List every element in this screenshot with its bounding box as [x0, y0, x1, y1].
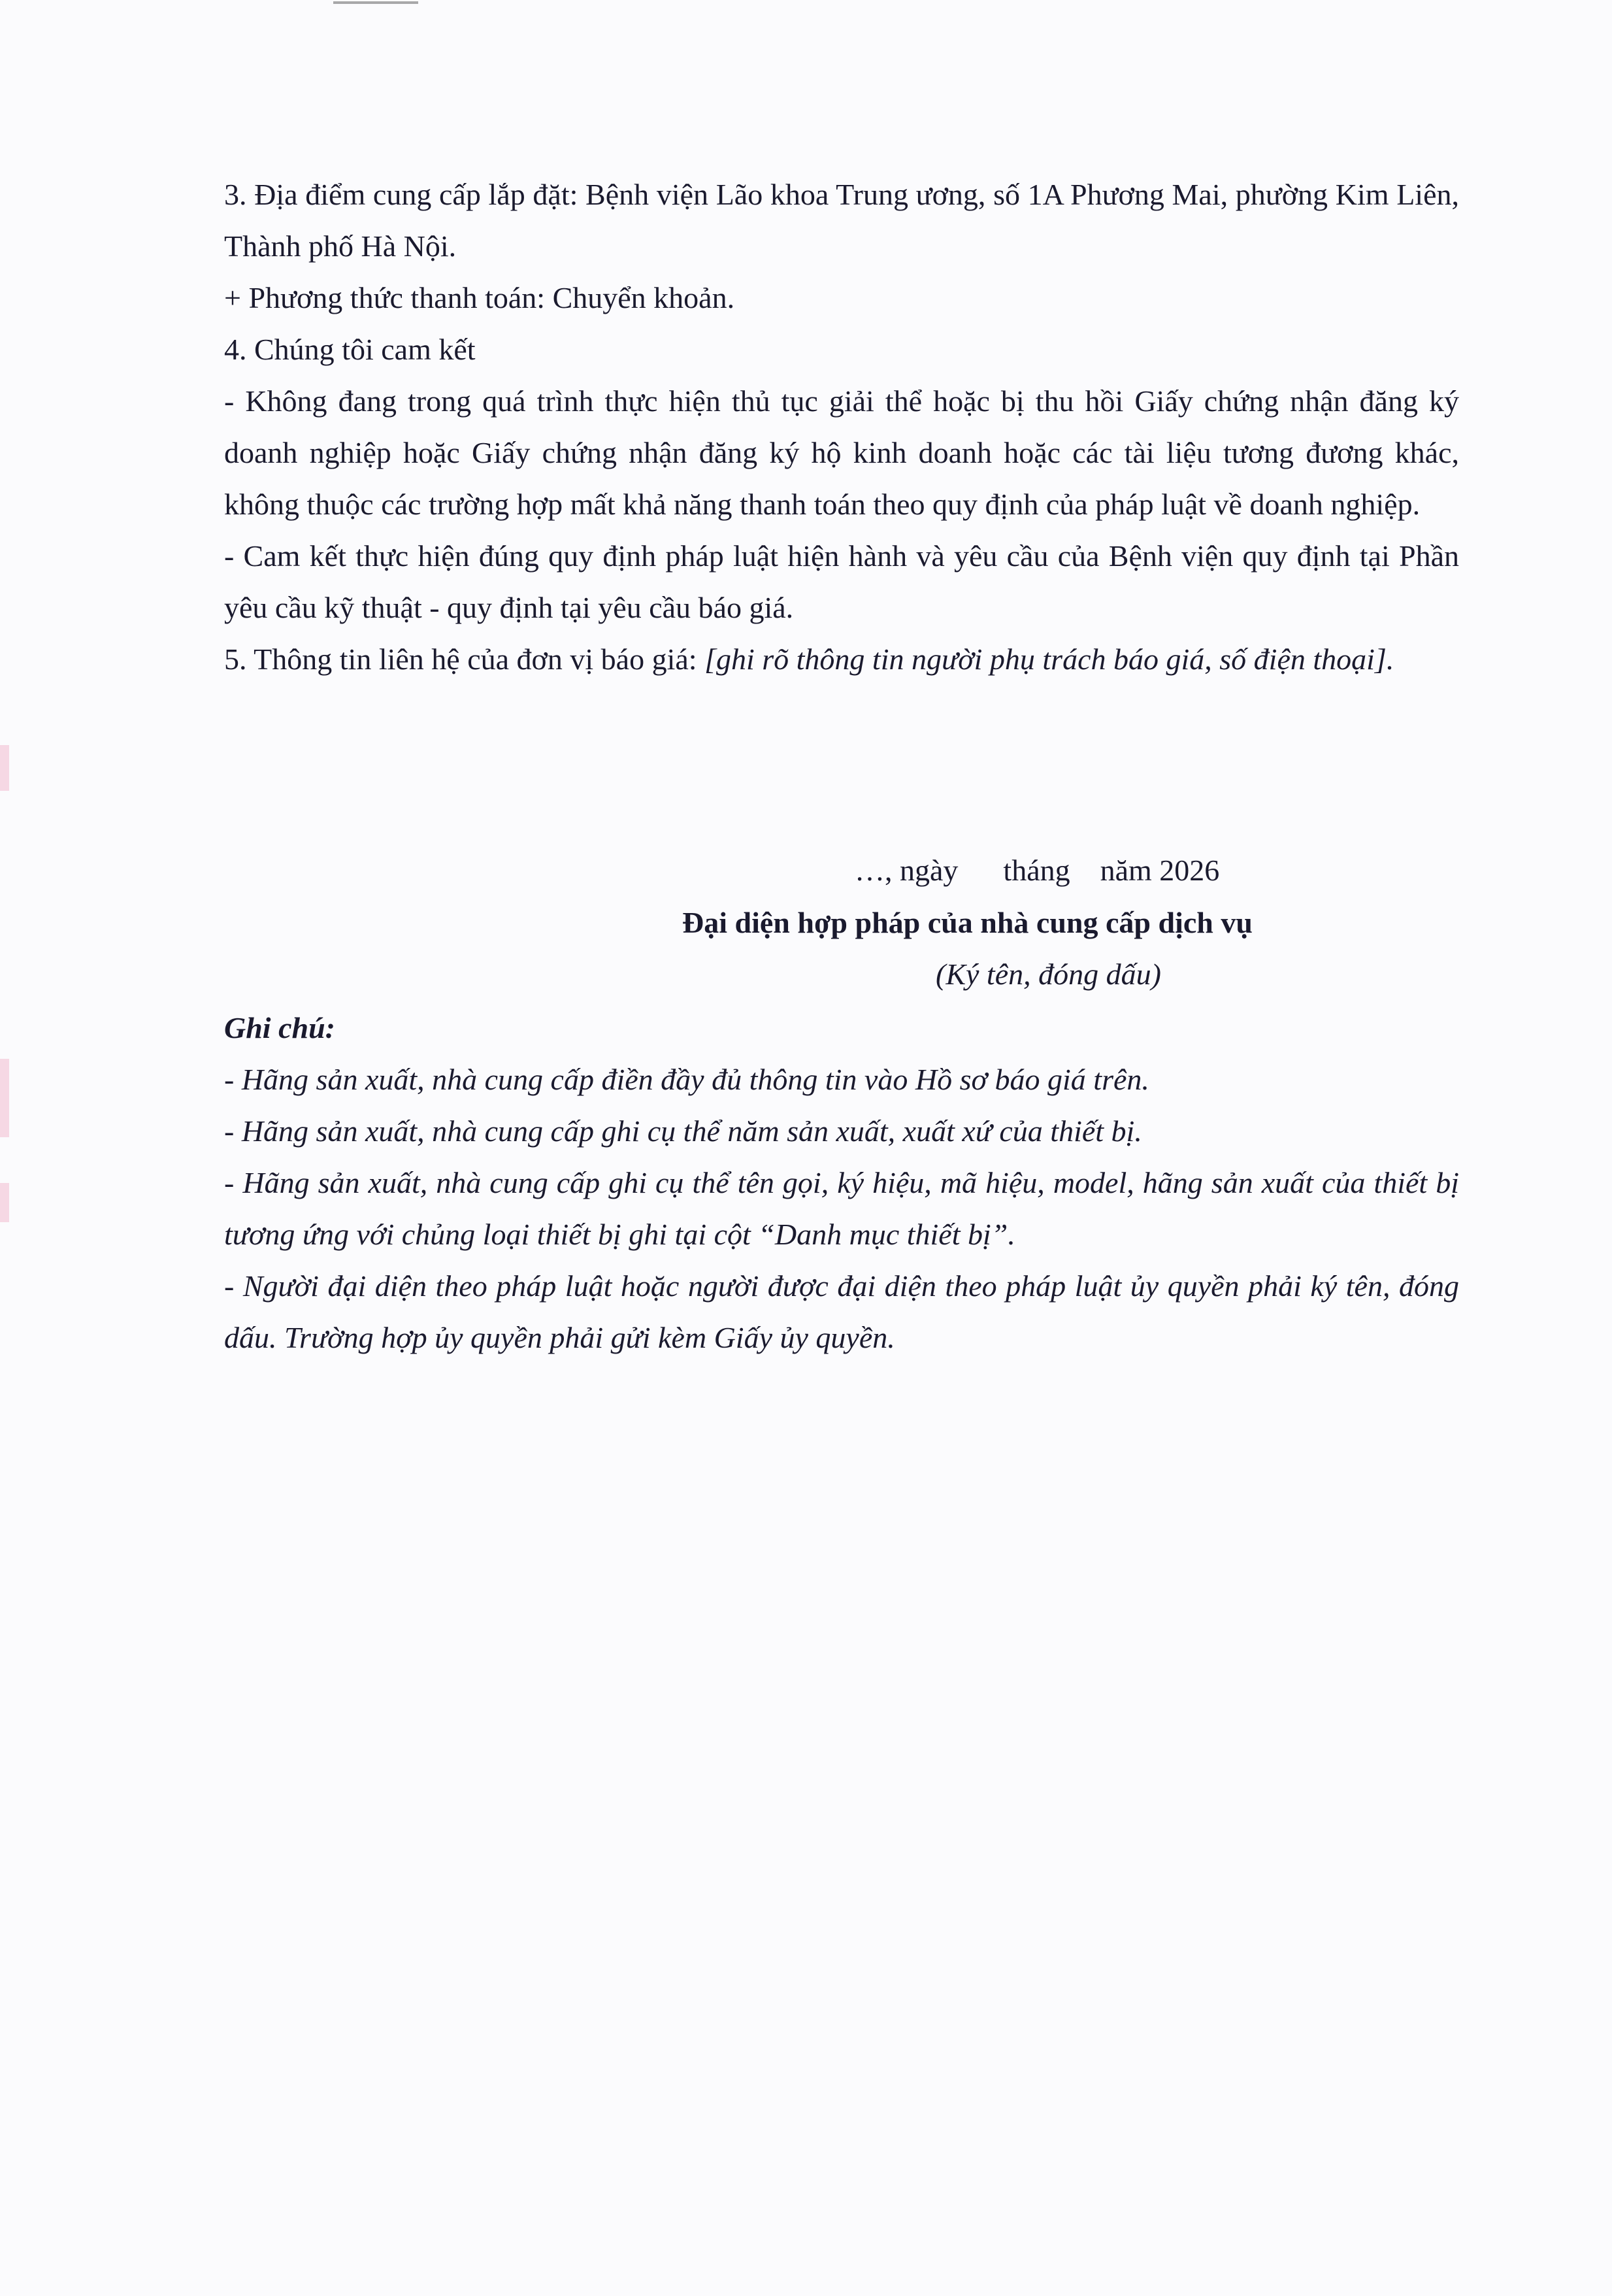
note-item: - Người đại diện theo pháp luật hoặc người được đại diện theo pháp luật ủy quyền phải ký tên, đóng dấu. Trường hợp ủy quyền phải gửi kèm Giấy ủy quyền. — [224, 1269, 1459, 1354]
edge-stain — [0, 1059, 9, 1137]
paragraph-contact-info — [224, 633, 1459, 685]
notes-title: Ghi chú: — [224, 1011, 335, 1044]
body-text — [224, 169, 1459, 685]
note-item: - Hãng sản xuất, nhà cung cấp ghi cụ thể tên gọi, ký hiệu, mã hiệu, model, hãng sản xuất của thiết bị tương ứng với chủng loại thiết bị ghi tại cột “Danh mục thiết bị”. — [224, 1166, 1459, 1251]
representative-title: Đại diện hợp pháp của nhà cung cấp dịch vụ — [682, 906, 1253, 939]
date-line: …, ngày tháng năm 2026 — [855, 854, 1220, 887]
note-item: - Hãng sản xuất, nhà cung cấp ghi cụ thể năm sản xuất, xuất xứ của thiết bị. — [224, 1114, 1142, 1148]
paragraph-payment-method: + Phương thức thanh toán: Chuyển khoản. — [224, 281, 735, 314]
contact-placeholder: [ghi rõ thông tin người phụ trách báo giá, số điện thoại]. — [704, 642, 1394, 676]
representative-sign-instruction: (Ký tên, đóng dấu) — [936, 957, 1161, 991]
note-item: - Hãng sản xuất, nhà cung cấp điền đầy đủ thông tin vào Hồ sơ báo giá trên. — [224, 1063, 1149, 1096]
edge-stain — [0, 745, 9, 791]
contact-prefix: 5. Thông tin liên hệ của đơn vị báo giá: — [224, 642, 705, 676]
edge-stain — [0, 1183, 9, 1222]
paragraph-delivery-location: 3. Địa điểm cung cấp lắp đặt: Bệnh viện Lão khoa Trung ương, số 1A Phương Mai, phường Kim Liên, Thành phố Hà Nội. — [224, 178, 1459, 263]
paragraph-commitment-1: - Không đang trong quá trình thực hiện thủ tục giải thể hoặc bị thu hồi Giấy chứng nhận đăng ký doanh nghiệp hoặc Giấy chứng nhận đăng ký hộ kinh doanh hoặc các tài liệu tương đương khác, không thuộc các trường hợp mất khả năng thanh toán theo quy định của pháp luật về doanh nghiệp. — [224, 384, 1459, 521]
paragraph-commitment-2: - Cam kết thực hiện đúng quy định pháp luật hiện hành và yêu cầu của Bệnh viện quy định tại Phần yêu cầu kỹ thuật - quy định tại yêu cầu báo giá. — [224, 539, 1459, 624]
scan-artifact-mark — [333, 1, 418, 4]
paragraph-commitment-heading: 4. Chúng tôi cam kết — [224, 333, 476, 366]
notes-section — [224, 1002, 1459, 1363]
